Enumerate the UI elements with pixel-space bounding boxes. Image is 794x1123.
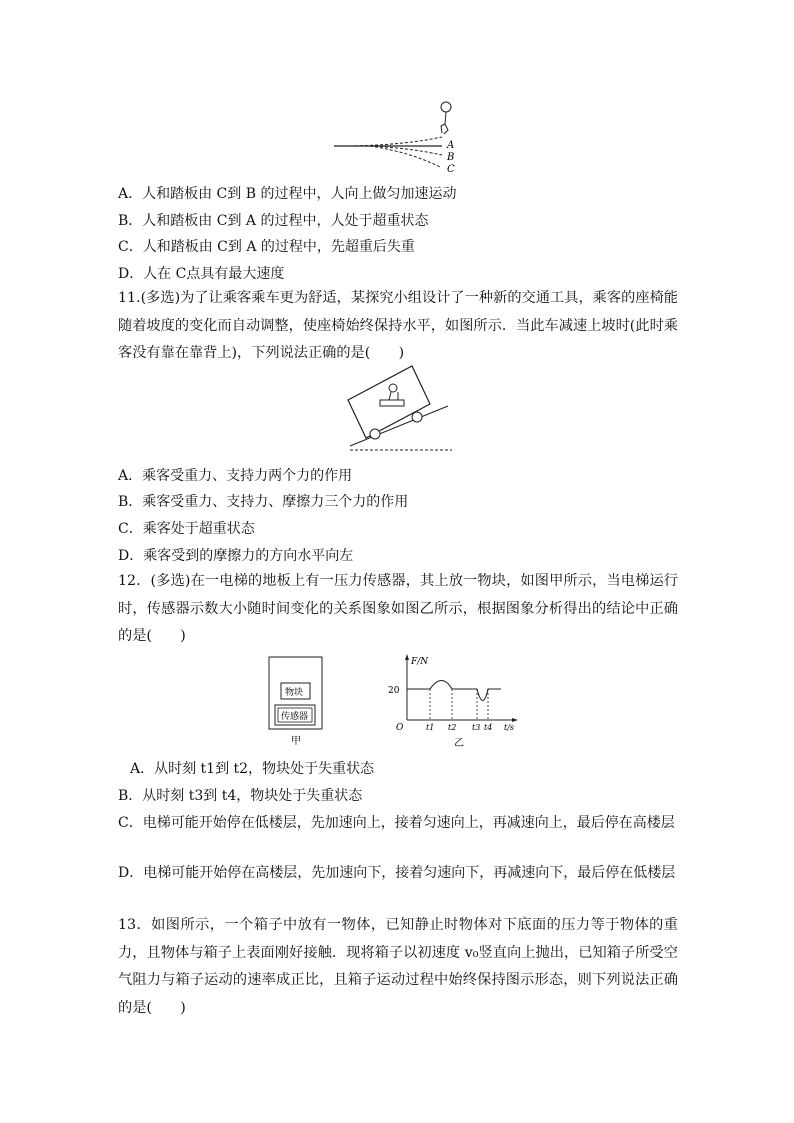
graph-y-arrow <box>405 654 409 660</box>
springboard-figure <box>330 96 470 178</box>
graph-tick-t1: t1 <box>426 723 435 732</box>
graph-tick-t4: t4 <box>484 723 493 732</box>
car-wheel-rear <box>370 429 380 439</box>
person-head <box>441 102 451 112</box>
graph-x-arrow <box>512 718 518 722</box>
label-a: A <box>447 140 455 151</box>
q10-option-b: B．人和踏板由 C到 A 的过程中，人处于超重状态 <box>118 213 429 229</box>
elevator-figure <box>266 655 326 747</box>
graph-xlabel: t/s <box>504 723 515 732</box>
graph-origin: O <box>396 723 404 733</box>
q12-option-a: A．从时刻 t1到 t2，物块处于失重状态 <box>130 761 375 777</box>
q11-option-b: B．乘客受重力、支持力、摩擦力三个力的作用 <box>118 494 409 510</box>
q12-option-d: D．电梯可能开始停在高楼层，先加速向下，接着匀速向下，再减速向下，最后停在低楼层 <box>118 865 676 881</box>
sensor-label: 传感器 <box>281 712 309 722</box>
car-body <box>348 366 430 438</box>
q11-option-a: A．乘客受重力、支持力两个力的作用 <box>118 468 353 484</box>
person-body <box>441 112 448 134</box>
incline-car-figure <box>340 358 460 458</box>
caption-yi: 乙 <box>454 738 464 749</box>
q11-option-d: D．乘客受到的摩擦力的方向水平向左 <box>118 548 354 564</box>
q10-option-a: A．人和踏板由 C到 B 的过程中，人向上做匀加速运动 <box>118 186 457 202</box>
label-b: B <box>447 152 455 163</box>
q12-option-c: C．电梯可能开始停在低楼层，先加速向上，接着匀速向上，再减速向上，最后停在高楼层 <box>118 815 675 831</box>
q11-option-c: C．乘客处于超重状态 <box>118 521 255 537</box>
graph-curve <box>407 681 501 701</box>
graph-tick-t2: t2 <box>448 723 457 732</box>
graph-y-value: 20 <box>388 686 400 696</box>
q10-option-d: D．人在 C点具有最大速度 <box>118 266 285 282</box>
q10-option-c: C．人和踏板由 C到 A 的过程中，先超重后失重 <box>118 239 415 255</box>
board-curve-a <box>350 137 442 146</box>
graph-tick-t3: t3 <box>472 723 481 732</box>
q13-stem: 13．如图所示，一个箱子中放有一物体，已知静止时物体对下底面的压力等于物体的重力，且物体与箱子上表面刚好接触．现将箱子以初速度 v₀竖直向上抛出，已知箱子所受空气阻力与箱子运动的速率成正比，且箱子运动过程中始终保持图示形态，则下列说法正确的是( ) <box>118 917 678 1016</box>
block-label: 物块 <box>285 688 304 698</box>
graph-ylabel: F/N <box>411 657 429 667</box>
label-c: C <box>447 164 455 175</box>
q12-stem: 12．(多选)在一电梯的地板上有一压力传感器，其上放一物块，如图甲所示，当电梯运行时，传感器示数大小随时间变化的关系图象如图乙所示，根据图象分析得出的结论中正确的是( ) <box>118 573 678 644</box>
q12-option-b: B．从时刻 t3到 t4，物块处于失重状态 <box>118 788 363 804</box>
force-time-graph <box>380 652 530 752</box>
caption-jia: 甲 <box>291 736 301 747</box>
car-wheel-front <box>412 412 422 422</box>
q11-stem: 11.(多选)为了让乘客乘车更为舒适，某探究小组设计了一种新的交通工具，乘客的座椅能随着坡度的变化而自动调整，使座椅始终保持水平，如图所示．当此车减速上坡时(此时乘客没有靠在靠背上)，下列说法正确的是( ) <box>118 290 678 361</box>
